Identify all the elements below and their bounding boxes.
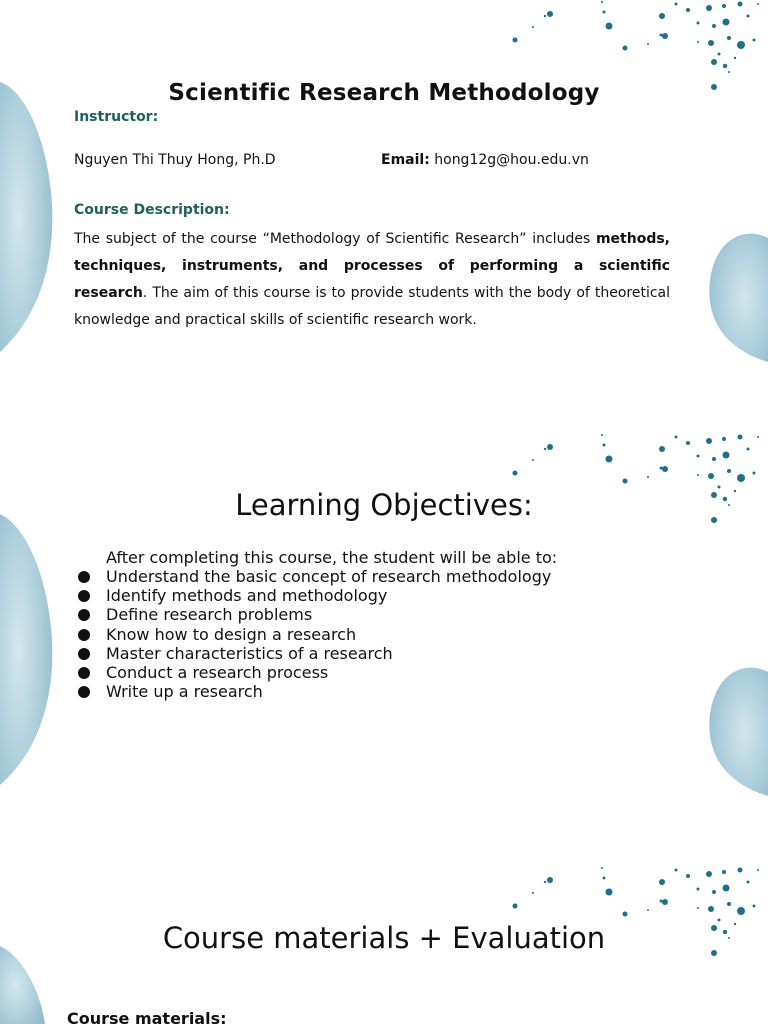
course-description-text: [74, 226, 670, 334]
objective-text: Know how to design a research: [106, 624, 357, 644]
description-part-1: The subject of the course “Methodology of Scientific Research” includes: [74, 231, 596, 247]
objectives-list: [78, 567, 551, 701]
objective-text: Master characteristics of a research: [106, 643, 393, 663]
bullet-icon: [78, 571, 90, 583]
watercolor-blob-right-2: [709, 668, 768, 796]
objectives-intro: After completing this course, the student will be able to:: [106, 548, 558, 567]
course-materials-label: Course materials:: [67, 1009, 227, 1028]
objective-text: Identify methods and methodology: [106, 586, 388, 606]
watercolor-blob-right-1: [709, 234, 768, 362]
watercolor-blob-left-1: [0, 82, 52, 352]
bullet-icon: [78, 648, 90, 660]
objective-item: [78, 682, 551, 701]
watercolor-blob-left-2: [0, 514, 52, 785]
email-label: Email:: [381, 152, 430, 168]
bullet-icon: [78, 686, 90, 698]
bullet-icon: [78, 609, 90, 621]
bullet-icon: [78, 590, 90, 602]
objective-text: Understand the basic concept of research methodology: [106, 567, 552, 586]
ink-splatter: [513, 1, 760, 90]
instructor-name: Nguyen Thi Thuy Hong, Ph.D: [74, 152, 276, 168]
objective-text: Write up a research: [106, 682, 263, 702]
learning-objectives-heading: Learning Objectives:: [235, 488, 533, 522]
bullet-icon: [78, 629, 90, 641]
description-bold: methods, techniques, instruments, and processes of performing a scientific research: [74, 231, 670, 301]
objective-text: Conduct a research process: [106, 663, 329, 683]
instructor-email-row: [381, 152, 589, 168]
bullet-icon: [78, 667, 90, 679]
description-part-2: . The aim of this course is to provide students with the body of theoretical knowledge and practical skills of scientific research work.: [74, 285, 670, 328]
course-description-label: Course Description:: [74, 202, 230, 218]
email-value[interactable]: hong12g@hou.edu.vn: [434, 152, 589, 168]
objective-item: [78, 586, 551, 605]
objective-item: [78, 644, 551, 663]
instructor-label: Instructor:: [74, 109, 159, 125]
page-title: Scientific Research Methodology: [168, 80, 600, 106]
objective-item: [78, 663, 551, 682]
objective-text: Define research problems: [106, 605, 313, 625]
course-materials-evaluation-heading: Course materials + Evaluation: [162, 921, 606, 955]
objective-item: [78, 605, 551, 624]
objective-item: [78, 567, 551, 586]
objective-item: [78, 625, 551, 644]
watercolor-blob-left-3: [0, 946, 45, 1024]
